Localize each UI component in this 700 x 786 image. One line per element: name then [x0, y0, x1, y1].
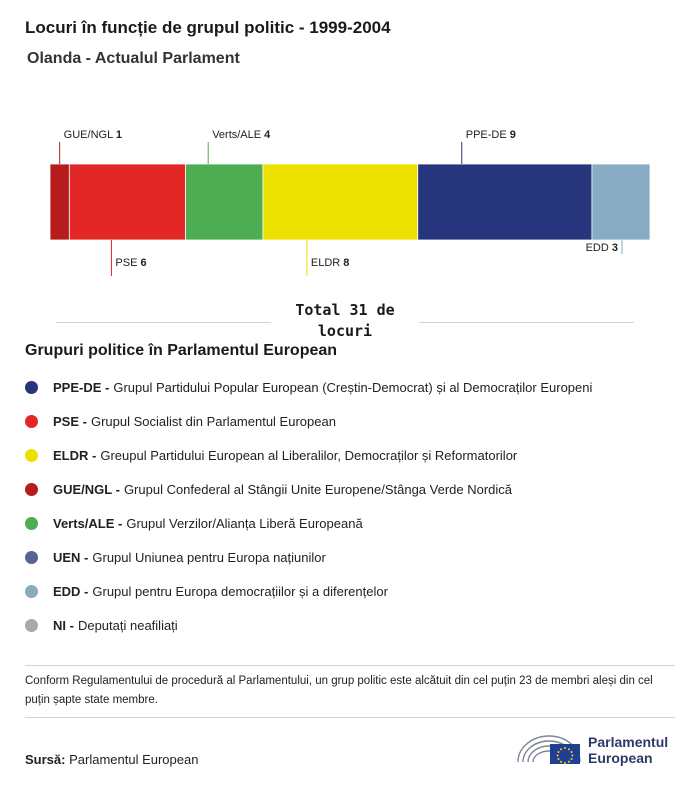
source-label: Sursă:	[25, 752, 66, 767]
legend-desc: Grupul pentru Europa democrațiilor și a diferențelor	[92, 583, 388, 599]
bar-label-edd	[586, 242, 618, 254]
bar-segment-verts-ale	[185, 164, 262, 240]
divider	[25, 717, 675, 718]
seat-distribution-chart	[0, 110, 700, 300]
bar-label-gue-ngl	[64, 129, 122, 141]
legend-swatch	[25, 551, 38, 564]
legend-swatch	[25, 517, 38, 530]
bar-label-name: ELDR	[310, 257, 344, 269]
bar-segment-gue-ngl	[50, 164, 69, 240]
legend-abbr: ELDR -	[53, 447, 97, 463]
source-line	[25, 752, 198, 767]
total-seats-label: Total 31 de locuri	[271, 300, 419, 342]
legend-item	[25, 438, 592, 472]
hemicycle-icon	[514, 728, 584, 768]
legend-swatch	[25, 415, 38, 428]
legend-desc: Greupul Partidului European al Liberalilor, Democraților și Reformatorilor	[100, 447, 518, 463]
bar-segment-edd	[592, 164, 650, 240]
legend-item	[25, 608, 592, 642]
bar-segment-ppe-de	[418, 164, 592, 240]
legend-desc: Grupul Socialist din Parlamentul European	[90, 413, 336, 429]
legend-abbr: PSE -	[53, 413, 87, 429]
legend-abbr: GUE/NGL -	[53, 481, 120, 497]
legend-item	[25, 506, 592, 540]
bar-label-verts-ale	[212, 129, 271, 141]
divider	[25, 665, 675, 666]
logo-text	[588, 734, 668, 766]
bar-segment-eldr	[263, 164, 418, 240]
total-seats	[56, 300, 634, 342]
bar-label-value: 3	[611, 242, 618, 254]
footnote: Conform Regulamentului de procedură al Parlamentului, un grup politic este alcătuit din cel puțin 23 de membri aleși din cel puțin șapte state membre.	[25, 675, 653, 706]
bar-label-name: PPE-DE	[465, 129, 510, 141]
legend-item	[25, 574, 592, 608]
legend-swatch	[25, 619, 38, 632]
bar-label-eldr	[311, 257, 350, 269]
bar-label-ppe-de	[466, 129, 516, 141]
legend-desc: Grupul Verzilor/Alianța Liberă Europeană	[126, 515, 363, 531]
bar-label-value: 1	[115, 129, 122, 141]
bar-label-name: Verts/ALE	[212, 129, 265, 141]
page-title: Locuri în funcție de grupul politic - 1999-2004	[25, 18, 391, 37]
legend-item	[25, 472, 592, 506]
legend-desc: Grupul Uniunea pentru Europa națiunilor	[92, 549, 326, 565]
legend-item	[25, 370, 592, 404]
source-value: Parlamentul European	[69, 752, 199, 767]
legend-swatch	[25, 585, 38, 598]
legend-desc: Deputați neafiliați	[77, 617, 178, 633]
legend-abbr: EDD -	[53, 583, 89, 599]
legend-desc: Grupul Partidului Popular European (Creștin-Democrat) și al Democraților Europeni	[113, 379, 593, 395]
bar-label-value: 6	[140, 257, 147, 269]
bar-label-pse	[115, 257, 146, 269]
logo-line-2: European	[588, 750, 653, 766]
legend-item	[25, 540, 592, 574]
legend-list	[25, 370, 592, 642]
legend-abbr: UEN -	[53, 549, 89, 565]
legend-abbr: NI -	[53, 617, 74, 633]
bar-label-name: EDD	[585, 242, 612, 254]
legend-item	[25, 404, 592, 438]
bar-label-value: 8	[343, 257, 350, 269]
legend-swatch	[25, 381, 38, 394]
bar-label-name: GUE/NGL	[63, 129, 116, 141]
bar-label-name: PSE	[115, 257, 141, 269]
legend-swatch	[25, 483, 38, 496]
european-parliament-logo	[514, 728, 680, 768]
legend-desc: Grupul Confederal al Stângii Unite Europene/Stânga Verde Nordică	[123, 481, 513, 497]
legend-abbr: PPE-DE -	[53, 379, 110, 395]
legend-abbr: Verts/ALE -	[53, 515, 123, 531]
bar-label-value: 4	[264, 129, 271, 141]
bar-label-value: 9	[509, 129, 516, 141]
page-subtitle: Olanda - Actualul Parlament	[27, 50, 240, 67]
bar-segment-pse	[69, 164, 185, 240]
logo-line-1: Parlamentul	[588, 734, 669, 750]
legend-swatch	[25, 449, 38, 462]
legend-title: Grupuri politice în Parlamentul European	[25, 342, 338, 359]
